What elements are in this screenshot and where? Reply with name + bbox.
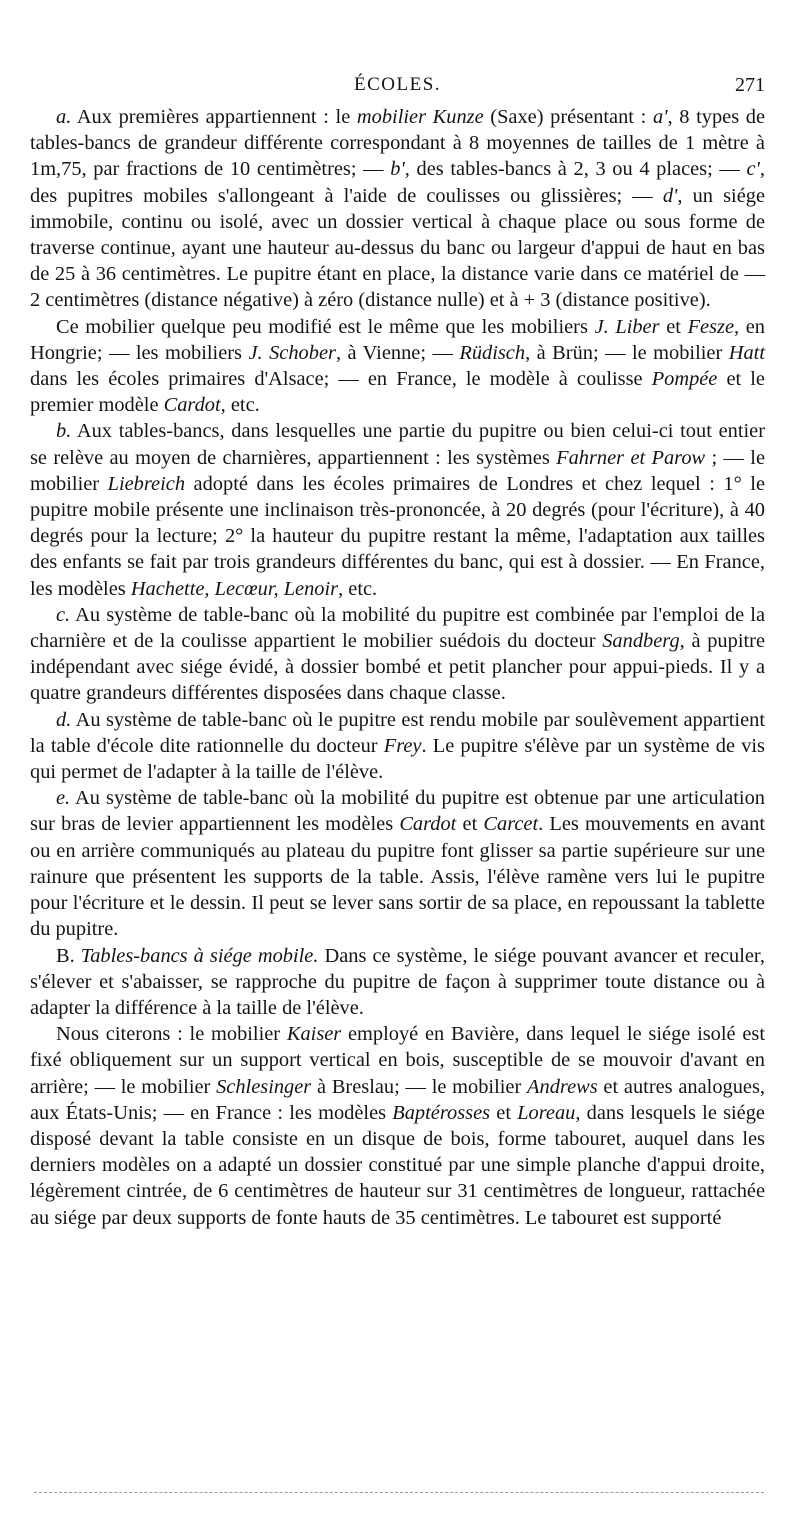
text-run: et le premier modèle xyxy=(30,368,765,417)
text-run: B. xyxy=(56,944,81,967)
text-run: et xyxy=(456,813,484,836)
italic-run: Sandberg xyxy=(602,630,680,653)
italic-run: Cardot xyxy=(399,813,457,836)
italic-run: Loreau xyxy=(517,1101,576,1124)
paragraph-body xyxy=(30,314,765,419)
book-page xyxy=(30,72,765,1231)
text-run: , etc. xyxy=(220,394,260,417)
italic-run: J. Schober xyxy=(248,341,336,364)
text-run: Au système de table-banc où la mobilité du pupitre est combinée par l'emploi de la charnière et de la coulisse appartient le mobilier suédois du docteur xyxy=(30,603,765,653)
text-run: . Les mouvements en avant ou en arrière communiqués au plateau du pupitre font glisser sa partie supérieure sur une rainure que présentent les supports de la table. Assis, l'élève ramène vers lui le pupitre pour l'écriture et le dessin. Il peut se lever sans sortir de sa place, en repoussant la tablette du pupitre. xyxy=(30,813,765,941)
italic-run: Fesze xyxy=(687,315,734,338)
italic-run: c' xyxy=(746,158,760,181)
text-run: , à Vienne; — xyxy=(335,341,460,364)
text-run: , à pupitre indépendant avec siége évidé, à dossier bombé et petit plancher pour appui-pieds. Il y a quatre grandeurs différentes disposées dans chaque classe. xyxy=(30,630,765,705)
text-run: Aux premières appartiennent : le xyxy=(71,106,357,128)
text-run: employé en Bavière, dans lequel le siége isolé est fixé obliquement sur un support vertical en bois, susceptible de se mouvoir d'avant en arrière; — le mobilier xyxy=(30,1023,765,1098)
italic-run: Rüdisch xyxy=(459,341,526,364)
text-run: , 8 types de tables-bancs de grandeur différente correspondant à 8 moyennes de tailles de 1 mètre à 1m,75, par fractions de 10 centimètres; — xyxy=(30,106,766,181)
running-title: ÉCOLES. xyxy=(353,74,442,95)
text-run: , à Brün; — le mobilier xyxy=(525,341,729,364)
body-text xyxy=(30,104,765,1231)
italic-run: Kaiser xyxy=(286,1023,342,1046)
text-run: (Saxe) présentant : xyxy=(483,106,653,128)
italic-run: Fahrner et Parow xyxy=(556,446,706,469)
text-run: et xyxy=(490,1101,518,1124)
text-run: et xyxy=(659,315,688,338)
paragraph-a xyxy=(30,104,765,314)
page-header xyxy=(30,72,765,102)
italic-run: a' xyxy=(652,106,668,128)
text-run: Dans ce système, le siége pouvant avancer et reculer, s'élever et s'abaisser, se rapproche du pupitre de façon à supprimer toute distance ou à adapter la différence à la taille de l'élève. xyxy=(30,944,765,1019)
italic-run: Pompée xyxy=(651,368,718,391)
text-run: ; — le mobilier xyxy=(30,446,765,495)
text-run: Ce mobilier quelque peu modifié est le même que les mobiliers xyxy=(56,315,595,338)
text-run: à Breslau; — le mobilier xyxy=(311,1075,528,1098)
text-run: Aux tables-bancs, dans lesquelles une partie du pupitre ou bien celui-ci tout entier se relève au moyen de charnières, appartiennent : les systèmes xyxy=(30,420,765,469)
italic-run: mobilier Kunze xyxy=(356,106,484,128)
italic-run: b. xyxy=(56,420,72,443)
bottom-dashed-rule xyxy=(34,1492,764,1493)
text-run: , etc. xyxy=(338,577,378,600)
text-run: adopté dans les écoles primaires de Londres et chez lequel : 1° le pupitre mobile présente une inclinaison très-prononcée, à 20 degrés (pour l'écriture), à 40 degrés pour la lecture; 2° la hauteur du pupitre restant la même, l'adaptation aux tailles des enfants se fait par trois grandeurs différentes du banc, qui est à dossier. — En France, les modèles xyxy=(30,472,765,600)
italic-run: Hachette, Lecœur, Lenoir xyxy=(130,577,339,600)
text-run: , des tables-bancs à 2, 3 ou 4 places; — xyxy=(404,158,747,181)
italic-run: Hatt xyxy=(728,341,766,364)
text-run: , des pupitres mobiles s'allongeant à l'aide de coulisses ou glissières; — xyxy=(30,158,765,207)
italic-run: e. xyxy=(56,787,71,810)
paragraph-d xyxy=(30,707,765,786)
paragraph-body xyxy=(30,1021,765,1231)
italic-run: Frey xyxy=(383,734,422,757)
paragraph-B xyxy=(30,943,765,1022)
italic-run: b' xyxy=(390,158,405,181)
italic-run: Cardot xyxy=(163,394,221,417)
italic-run: c. xyxy=(56,603,71,626)
text-run: . Le pupitre s'élève par un système de vis qui permet de l'adapter à la taille de l'élève. xyxy=(30,734,765,784)
italic-run: Schlesinger xyxy=(216,1075,312,1098)
italic-run: d' xyxy=(662,184,678,207)
paragraph-e xyxy=(30,785,765,942)
text-run: , en Hongrie; — les mobiliers xyxy=(30,315,765,364)
italic-run: J. Liber xyxy=(594,315,660,338)
italic-run: Tables-bancs à siége mobile. xyxy=(80,944,319,967)
page-number: 271 xyxy=(735,74,765,96)
text-run: dans les écoles primaires d'Alsace; — en France, le modèle à coulisse xyxy=(30,368,652,391)
text-run: , dans lesquels le siége disposé devant la table consiste en un disque de bois, forme tabouret, auquel dans les derniers modèles on a adapté un dossier constitué par une simple planche d'appui droite, légèrement cintrée, de 6 centimètres de hauteur sur 31 centimètres de longueur, rattachée au siége par deux supports de fonte hauts de 35 centimètres. Le tabouret est supporté xyxy=(30,1101,765,1229)
italic-run: Andrews xyxy=(527,1075,598,1098)
paragraph-b xyxy=(30,418,765,601)
text-run: , un siége immobile, continu ou isolé, avec un dossier vertical à chaque place ou sous forme de traverse continue, ayant une hauteur au-dessus du banc ou largeur d'appui de haut en bas de 25 à 36 centimètres. Le pupitre étant en place, la distance varie dans ce matériel de — 2 centimètres (distance négative) à zéro (distance nulle) et à + 3 (distance positive). xyxy=(30,184,765,312)
italic-run: Carcet xyxy=(483,813,539,836)
italic-run: d. xyxy=(56,708,72,731)
paragraph-c xyxy=(30,602,765,707)
italic-run: Liebreich xyxy=(107,472,186,495)
italic-run: Baptérosses xyxy=(392,1101,491,1124)
text-run: Au système de table-banc où le pupitre est rendu mobile par soulèvement appartient la table d'école dite rationnelle du docteur xyxy=(30,708,765,757)
text-run: Nous citerons : le mobilier xyxy=(56,1023,287,1046)
text-run: et autres analogues, aux États-Unis; — en France : les modèles xyxy=(30,1075,765,1124)
text-run: Au système de table-banc où la mobilité du pupitre est obtenue par une articulation sur bras de levier appartiennent les modèles xyxy=(30,787,765,836)
italic-run: a. xyxy=(56,106,72,128)
